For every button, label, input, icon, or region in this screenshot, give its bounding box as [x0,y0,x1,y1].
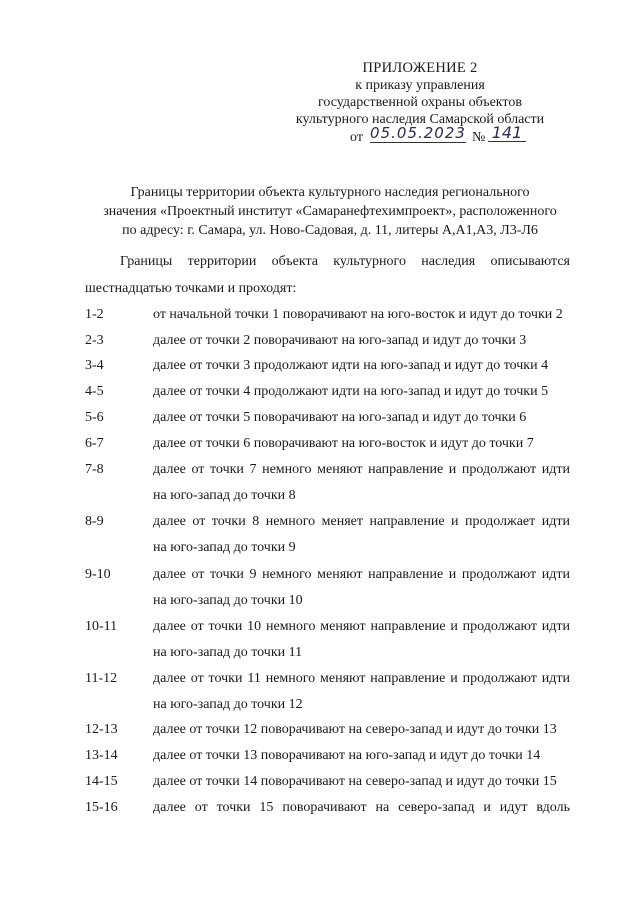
appendix-line: культурного наследия Самарской области [295,112,545,127]
segment-code: 2-3 [85,333,104,348]
segment-code: 12-13 [85,722,118,737]
segment-description: далее от точки 11 немного меняют направление и продолжают идти [153,671,570,686]
segment-description: далее от точки 8 немного меняет направление и продолжает идти [153,514,570,529]
segment-code: 3-4 [85,358,104,373]
heading-line: по адресу: г. Самара, ул. Ново-Садовая, д. 11, литеры А,А1,А3, Л3-Л6 [122,223,538,238]
segment-description: далее от точки 14 поворачивают на северо-запад и идут до точки 15 [153,774,557,789]
appendix-header [280,60,560,148]
order-date-prefix: от [350,130,363,145]
segment-code: 15-16 [85,800,118,815]
segment-description: далее от точки 4 продолжают идти на юго-запад и идут до точки 5 [153,384,549,399]
segment-description: далее от точки 6 поворачивают на юго-восток и идут до точки 7 [153,436,534,451]
segment-description: далее от точки 3 продолжают идти на юго-запад и идут до точки 4 [153,358,549,373]
segment-code: 4-5 [85,384,104,399]
segment-description: далее от точки 9 немного меняют направление и продолжают идти [153,567,570,582]
appendix-line: государственной охраны объектов [318,95,522,110]
order-date-handwritten: 05.05.2023 [370,124,466,142]
heading-line: значения «Проектный институт «Самаранефтехимпроект», расположенного [103,204,557,219]
segment-description: далее от точки 7 немного меняют направление и продолжают идти [153,462,570,477]
segment-code: 1-2 [85,307,104,322]
segment-description-continued: на юго-запад до точки 12 [153,697,303,712]
segment-description: далее от точки 5 поворачивают на юго-запад и идут до точки 6 [153,410,527,425]
segment-description-continued: на юго-запад до точки 8 [153,488,296,503]
appendix-title: ПРИЛОЖЕНИЕ 2 [362,60,478,76]
segment-description: далее от точки 12 поворачивают на северо-запад и идут до точки 13 [153,722,557,737]
segment-description: далее от точки 13 поворачивают на юго-запад и идут до точки 14 [153,748,541,763]
segment-description-continued: на юго-запад до точки 9 [153,540,296,555]
document-heading [60,183,600,240]
order-number-handwritten: 141 [488,124,526,142]
intro-line: Границы территории объекта культурного наследия описываются [120,254,570,269]
order-number-sign: № [472,130,486,145]
segment-description-continued: на юго-запад до точки 10 [153,593,303,608]
segment-description: далее от точки 10 немного меняют направление и продолжают идти [153,619,570,634]
segment-description: от начальной точки 1 поворачивают на юго-восток и идут до точки 2 [153,307,563,322]
segment-description: далее от точки 15 поворачивают на северо-запад и идут вдоль [153,800,570,815]
heading-line: Границы территории объекта культурного наследия регионального [130,185,530,200]
segment-code: 8-9 [85,514,104,529]
segment-description-continued: на юго-запад до точки 11 [153,645,303,660]
segment-code: 5-6 [85,410,104,425]
segment-code: 13-14 [85,748,118,763]
order-reference [280,123,560,148]
segment-code: 9-10 [85,567,111,582]
appendix-line: к приказу управления [355,78,485,93]
segment-code: 6-7 [85,436,104,451]
segment-code: 10-11 [85,619,118,634]
segment-code: 11-12 [85,671,118,686]
segment-description: далее от точки 2 поворачивают на юго-запад и идут до точки 3 [153,333,527,348]
intro-line: шестнадцатью точками и проходят: [85,281,297,296]
segment-code: 7-8 [85,462,104,477]
segment-code: 14-15 [85,774,118,789]
